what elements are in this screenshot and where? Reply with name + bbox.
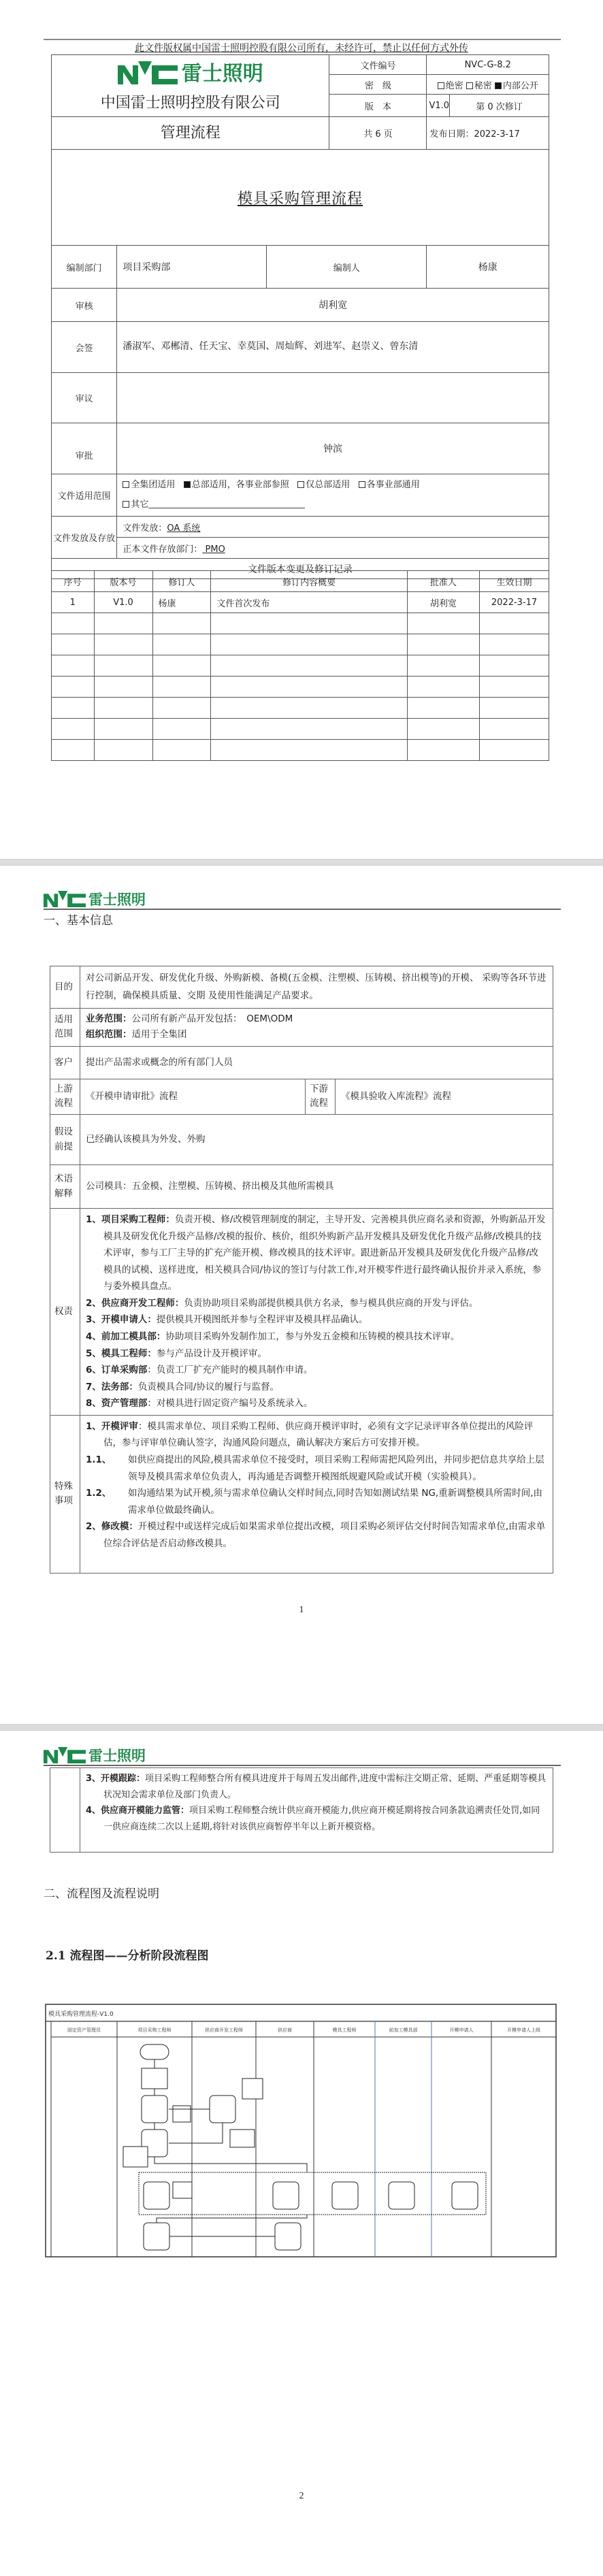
nvc-logo-icon (44, 891, 86, 907)
lane-header: 项目采购工程师 (137, 2027, 172, 2033)
special-items-cont (80, 1768, 553, 1853)
header-rule (44, 39, 561, 40)
revision-cell (52, 655, 95, 676)
revision-cell (211, 740, 407, 761)
col-header: 批准人 (407, 571, 479, 592)
revision-cell (152, 740, 211, 761)
process-box (452, 2182, 478, 2209)
storage-value: PMO (202, 544, 225, 555)
checkbox-icon (466, 82, 473, 89)
upstream-label: 上游流程 (50, 1079, 80, 1114)
duty-role: 7、法务部： (86, 1381, 138, 1392)
version: V1.0 (427, 95, 450, 117)
reviewer: 胡利宽 (117, 289, 549, 322)
revision-cell (480, 698, 549, 719)
revision-cell (211, 613, 407, 634)
checkbox-icon (359, 481, 365, 488)
page-number: 1 (299, 1605, 304, 1615)
checkbox-icon (123, 481, 129, 488)
revision-cell (52, 676, 95, 698)
logo-text: 雷士照明 (88, 892, 146, 908)
checkbox-icon (123, 501, 129, 508)
scope: 业务范围：公司所有新产品开发包括： OEM\ODM 组织范围：适用于全集团 (80, 1008, 553, 1046)
revision-cell (152, 655, 211, 676)
revision-cell (94, 613, 152, 634)
scope-option[interactable]: 仅总部适用 (297, 480, 350, 490)
revision-cell (94, 634, 152, 655)
revision-cell (480, 634, 549, 655)
process-box (332, 2182, 358, 2209)
deliberation-value (117, 373, 549, 423)
revision-table-title: 文件版本变更及修订记录 (52, 559, 549, 579)
duty-item (86, 1311, 547, 1328)
purpose-label: 目的 (50, 966, 80, 1009)
special-text: 项目采购工程师整合所有模具进度并于每周五发出邮件,进度中需标注交期正常、延期、严重延期等模具状况知会需求单位及部门负责人。 (103, 1774, 547, 1800)
file-no: NVC-G-8.2 (427, 55, 549, 75)
special-role: 4、供应商开模能力监管： (86, 1806, 190, 1816)
duty-text: 协助项目采购外发制作加工，参与外发五金模和压铸模的模具技术评审。 (165, 1331, 460, 1342)
version-label: 版 本 (329, 95, 427, 117)
lane-header: 固定资产管理员 (67, 2027, 101, 2033)
secrecy-label: 密 级 (329, 75, 427, 95)
duty-text: 负责协助项目采购部提供模具供方名录，参与模具供应商的开发与评估。 (184, 1297, 478, 1309)
revision-cell: V1.0 (94, 592, 152, 613)
revision-row (52, 592, 549, 613)
duty-role: 8、资产管理部 (86, 1398, 148, 1409)
section-title: 二、流程图及流程说明 (44, 1887, 159, 1901)
duty-item (86, 1295, 547, 1312)
scope-option[interactable]: 总部适用，各事业部参照 (184, 480, 289, 490)
copyright-notice: 此文件版权属中国雷士照明控股有限公司所有，未经许可，禁止以任何方式外传 (135, 43, 468, 54)
sub-section-title: 2.1 流程图——分析阶段流程图 (46, 1949, 209, 1963)
process-box (389, 2182, 414, 2209)
special-role: 3、开模跟踪： (86, 1774, 146, 1784)
special-num: 2、 (86, 1521, 101, 1533)
duty-item (86, 1362, 547, 1379)
page-3 (0, 1731, 603, 2576)
revision-cell (52, 634, 95, 655)
revision-cell: 1 (52, 592, 95, 613)
secrecy-option[interactable]: 绝密 (438, 81, 463, 91)
revision-cell (480, 719, 549, 740)
special-text: 开模过程中或送样完成后如果需求单位提出改模，项目采购必须评估交付时间告知需求单位,由需求单位综合评估是否启动修改模具。 (103, 1521, 546, 1549)
downstream[interactable]: 《模具验收入库流程》流程 (336, 1079, 553, 1114)
flowchart-lower (45, 2257, 557, 2258)
revision-cell (480, 740, 549, 761)
duty-role: 3、开模申请人： (86, 1314, 157, 1326)
customer: 提出产品需求或概念的所有部门人员 (80, 1046, 553, 1079)
flowchart (45, 2004, 557, 2257)
revision-cell (152, 676, 211, 698)
revision: 第 0 次修订 (450, 95, 549, 117)
countersign-label: 会签 (52, 322, 117, 373)
col-header: 修订人 (152, 571, 211, 592)
terms-label: 术语解释 (50, 1165, 80, 1209)
page-2 (0, 866, 603, 1725)
revision-cell (407, 613, 479, 634)
revision-cell (480, 655, 549, 676)
upstream[interactable]: 《开模申请审批》流程 (80, 1079, 306, 1114)
page-number: 2 (299, 2491, 304, 2501)
revision-cell (480, 613, 549, 634)
special-num: 1.2、 (86, 1488, 112, 1499)
revision-table (51, 570, 549, 761)
revision-cell (211, 676, 407, 698)
company-logo (52, 61, 329, 84)
file-no-label: 文件编号 (329, 55, 427, 75)
premise-label: 假设前提 (50, 1115, 80, 1165)
publish-date: 发布日期：2022-3-17 (427, 117, 549, 150)
special-items (80, 1415, 553, 1573)
revision-cell (480, 676, 549, 698)
special-continued-table (50, 1767, 553, 1853)
special-text: 如供应商提出的风险,模具需求单位不接受时，项目采购工程师需把风险列出，并同步把信息共享给上层领导及模具需求单位负责人，再沟通是否调整开模图纸规避风险或试开模（实验模具）。 (128, 1454, 544, 1482)
special-role: 修改模： (101, 1521, 138, 1533)
page-count: 共 6 页 (329, 117, 427, 150)
purpose: 对公司新品开发、研发优化升级、外购新模、备模(五金模、注塑模、压铸模、挤出模等)的开模、 采购等各环节进行控制，确保模具质量、交期 及使用性能满足产品要求。 (80, 966, 553, 1009)
page-break (0, 859, 603, 866)
duty-item (86, 1346, 547, 1363)
revision-row (52, 634, 549, 655)
special-text: 项目采购工程师整合统计供应商开模能力,供应商开模延期将按合同条款追溯责任处罚,如同一供应商连续二次以上延期,将针对该供应商暂停半年以上新开模资格。 (103, 1806, 540, 1832)
lane-header: 前加工模具部 (389, 2027, 418, 2033)
revision-cell (211, 655, 407, 676)
author-value: 杨康 (427, 246, 549, 289)
revision-cell (152, 613, 211, 634)
process-box (273, 2182, 299, 2209)
approver: 钟滨 (117, 423, 549, 474)
lane-header: 模具工程师 (332, 2027, 357, 2033)
revision-header-row (52, 571, 549, 592)
revision-cell (52, 740, 95, 761)
revision-row (52, 613, 549, 634)
special-label-cont (50, 1768, 80, 1853)
dept-label: 编制部门 (52, 246, 117, 289)
special-num: 1.1、 (86, 1454, 112, 1465)
revision-cell (152, 634, 211, 655)
revision-cell (211, 698, 407, 719)
duty-text: ：负责工厂扩充产能时的模具制作申请。 (147, 1365, 313, 1376)
col-header: 版本号 (94, 571, 152, 592)
lane-header: 开模申请人上级 (507, 2027, 540, 2033)
revision-cell (152, 719, 211, 740)
document-title-cell (52, 150, 549, 246)
special-item (86, 1518, 547, 1552)
col-header: 生效日期 (480, 571, 549, 592)
duty-item (86, 1328, 547, 1346)
special-item (86, 1803, 547, 1835)
document-title: 模具采购管理流程 (237, 190, 363, 208)
basic-info-table (50, 966, 553, 1574)
downstream-label: 下游流程 (306, 1079, 336, 1114)
secrecy-option[interactable]: 内部公开 (495, 81, 538, 91)
duties (80, 1209, 553, 1416)
countersigners: 潘淑军、邓郴清、任天宝、幸莫国、周灿辉、刘进军、赵崇义、曾东清 (117, 322, 549, 373)
scope-options (117, 474, 549, 517)
process-box (142, 2096, 167, 2123)
scope-label: 文件适用范围 (52, 474, 117, 517)
lane-header: 供应商开发工程师 (205, 2027, 243, 2033)
duty-item (86, 1211, 547, 1295)
special-num: 1、 (86, 1420, 101, 1432)
lane-header: 开模申请人 (449, 2027, 474, 2033)
revision-cell (211, 719, 407, 740)
page-header (44, 1747, 561, 1766)
document-box (173, 2106, 191, 2122)
revision-cell (52, 719, 95, 740)
special-text: ：模具需求单位、项目采购工程师、供应商开模评审时，必须有文字记录评审各单位提出的风险评估，参与评审单位确认签字，沟通风险问题点，确认解决方案后方可安排开模。 (103, 1420, 534, 1449)
storage: 正本文件存放部门： PMO (117, 538, 549, 559)
process-box (210, 2096, 235, 2123)
duty-role: 4、前加工模具部： (86, 1331, 166, 1342)
special-item (86, 1418, 547, 1452)
flowchart-frame (46, 2004, 556, 2257)
document-box (230, 2130, 255, 2147)
revision-cell (407, 740, 479, 761)
revision-cell (152, 698, 211, 719)
duty-text: 参与产品设计及开模评审。 (156, 1348, 267, 1359)
col-header: 修订内容概要 (211, 571, 407, 592)
special-item (86, 1771, 547, 1803)
note-box (242, 2078, 263, 2099)
duty-text: ：对模具进行固定资产编号及系统录入。 (147, 1398, 313, 1409)
duty-text: 负责开模、修/改模管理制度的制定，主导开发、完善模具供应商名录和资源，外购新品开发模具及研发优化升级产品修/改模的报价、核价，组织外购新产品开发模具及研发优化升级产品修/改模具的技术评审，参与工厂主导的扩充产能开模、修改模具的技术评审。跟进新品开发模具及研发优化升级产品修/改模具的试模、送样进度，相关模具合同/协议的签订与付款工作,对开模零件进行最终确认报价并录入系统，参与委外模具盘点。 (103, 1214, 546, 1292)
special-label: 特殊事项 (50, 1415, 80, 1573)
special-role: 开模评审 (101, 1420, 138, 1432)
secrecy-options (427, 75, 549, 95)
revision-cell (94, 676, 152, 698)
page-header (44, 891, 561, 910)
terms: 公司模具：五金模、注塑模、压铸模、挤出模及其他所需模具 (80, 1165, 553, 1209)
revision-cell (94, 698, 152, 719)
revision-cell (407, 634, 479, 655)
approval-label: 审批 (52, 423, 117, 474)
revision-cell (94, 655, 152, 676)
revision-cell (52, 698, 95, 719)
revision-cell (407, 698, 479, 719)
process-box (275, 2223, 301, 2250)
company-block (52, 55, 329, 117)
duty-role: 5、模具工程师： (86, 1348, 157, 1359)
duty-role: 6、订单采购部 (86, 1365, 148, 1376)
revision-row (52, 698, 549, 719)
scope-option[interactable]: 其它 (123, 500, 148, 510)
logo-text: 雷士照明 (88, 1748, 146, 1764)
scope-org: 适用于全集团 (131, 1029, 187, 1041)
section-title: 一、基本信息 (44, 914, 113, 928)
checkbox-icon (438, 82, 444, 89)
scope-option[interactable]: 全集团适用 (123, 480, 175, 490)
process-box (144, 2182, 169, 2209)
checkbox-checked-icon (495, 82, 502, 89)
revision-row (52, 740, 549, 761)
revision-cell (407, 676, 479, 698)
distribution-label: 文件发放及存放 (52, 517, 117, 559)
company-logo (44, 891, 561, 907)
revision-cell (94, 740, 152, 761)
dept-value: 项目采购部 (117, 246, 267, 289)
cover-table (51, 54, 549, 579)
revision-cell (211, 634, 407, 655)
flowchart-title: 模具采购管理流程-V1.0 (48, 2011, 114, 2018)
checkbox-checked-icon (184, 481, 191, 488)
duty-role: 1、项目采购工程师： (86, 1214, 175, 1226)
lane-header: 供应商 (278, 2027, 292, 2033)
duty-role: 2、供应商开发工程师： (86, 1297, 184, 1309)
revision-cell (407, 655, 479, 676)
logo-text: 雷士照明 (181, 61, 263, 86)
revision-cell: 文件首次发布 (211, 592, 407, 613)
page-break (0, 1724, 603, 1731)
revision-cell (52, 613, 95, 634)
duty-item (86, 1379, 547, 1396)
premise: 已经确认该模具为外发、外购 (80, 1115, 553, 1165)
nvc-logo-icon (118, 61, 178, 84)
secrecy-option[interactable]: 秘密 (466, 81, 492, 91)
revision-row (52, 655, 549, 676)
revision-cell: 杨康 (152, 592, 211, 613)
revision-row (52, 719, 549, 740)
process-box (144, 2223, 169, 2250)
document-box (123, 2147, 148, 2167)
author-label: 编制人 (267, 246, 427, 289)
duty-text: 负责模具合同/协议的履行与监督。 (137, 1381, 279, 1392)
scope-business: 公司所有新产品开发包括： OEM\ODM (131, 1013, 293, 1024)
document-box (173, 2182, 192, 2198)
revision-row (52, 676, 549, 698)
checkbox-icon (297, 481, 304, 488)
doc-type: 管理流程 (52, 117, 329, 150)
duty-item (86, 1395, 547, 1412)
revision-cell: 胡利宽 (407, 592, 479, 613)
review-label: 审核 (52, 289, 117, 322)
revision-cell (407, 719, 479, 740)
col-header: 序号 (52, 571, 95, 592)
page-1 (0, 0, 603, 859)
scope-option[interactable]: 各事业部通用 (359, 480, 420, 490)
special-text: 如沟通结果为试开模,须与需求单位确认交样时间点,同时告知如测试结果 NG,重新调整模具所需时间,由需求单位做最终确认。 (128, 1488, 543, 1516)
customer-label: 客户 (50, 1046, 80, 1079)
distribution-value: OA 系统 (167, 523, 201, 534)
special-item (86, 1485, 547, 1518)
revision-cell (94, 719, 152, 740)
nvc-logo-icon (44, 1747, 86, 1763)
special-item (86, 1452, 547, 1485)
scope-label: 适用范围 (50, 1008, 80, 1046)
deliberation-label: 审议 (52, 373, 117, 423)
start-terminator (140, 2044, 169, 2059)
distribution: 文件发放：OA 系统 (117, 517, 549, 538)
company-name: 中国雷士照明控股有限公司 (100, 94, 280, 112)
duty-text: 提供模具开模图纸并参与全程评审及模具样品确认。 (156, 1314, 368, 1326)
revision-cell: 2022-3-17 (480, 592, 549, 613)
duties-label: 权责 (50, 1209, 80, 1416)
company-logo (44, 1747, 561, 1763)
process-box (142, 2068, 167, 2089)
